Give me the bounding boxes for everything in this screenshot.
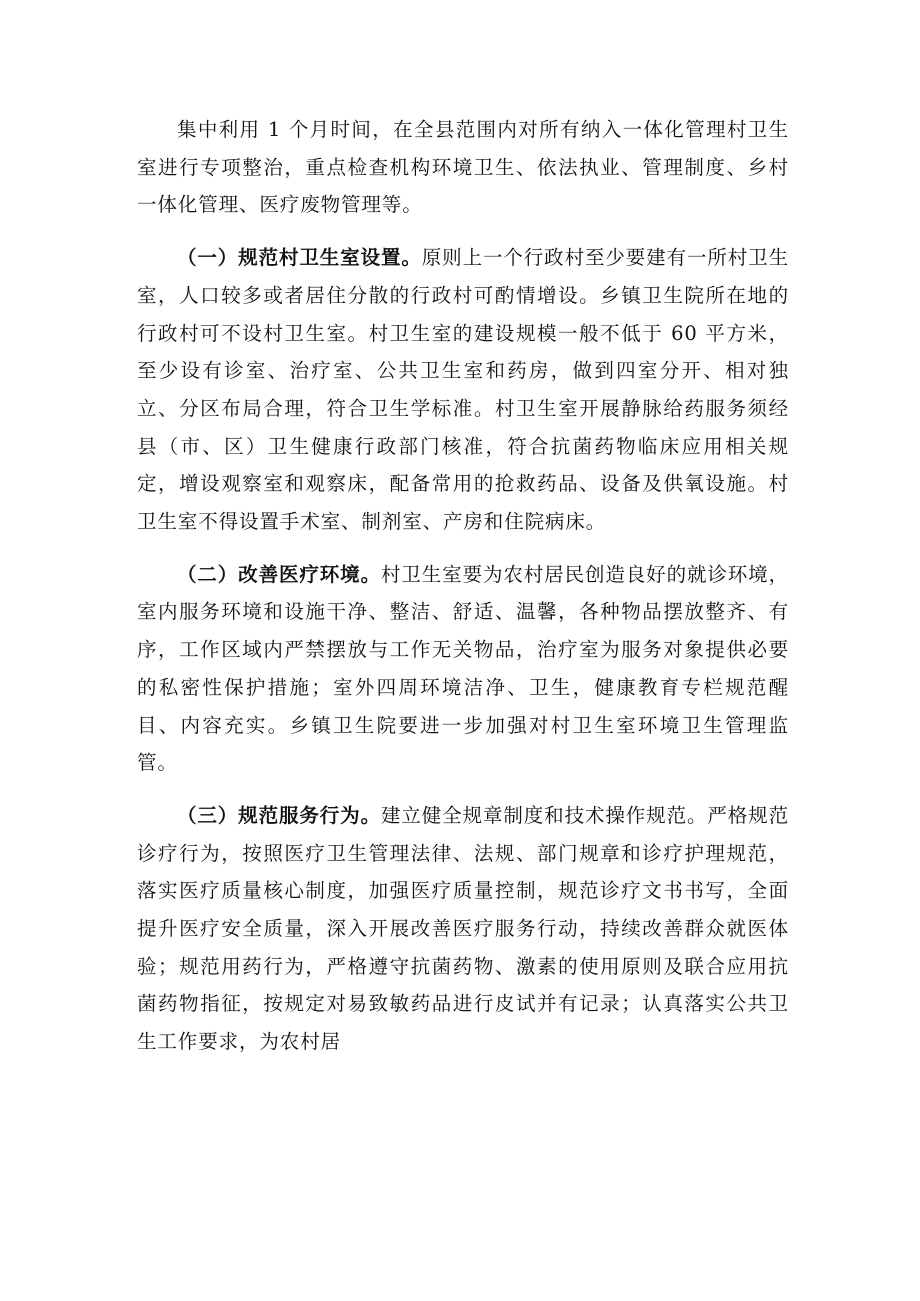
document-body	[137, 111, 789, 1061]
paragraph-lead: （三）规范服务行为。	[176, 803, 381, 827]
paragraph-text: 集中利用 1 个月时间，在全县范围内对所有纳入一体化管理村卫生室进行专项整治，重点检查机构环境卫生、依法执业、管理制度、乡村一体化管理、医疗废物管理等。	[137, 118, 789, 217]
paragraph-text: 村卫生室要为农村居民创造良好的就诊环境，室内服务环境和设施干净、整洁、舒适、温馨，各种物品摆放整齐、有序，工作区域内严禁摆放与工作无关物品，治疗室为服务对象提供必要的私密性保护措施；室外四周环境洁净、卫生，健康教育专栏规范醒目、内容充实。乡镇卫生院要进一步加强对村卫生室环境卫生管理监管。	[137, 562, 789, 775]
paragraph-clinic-setup	[137, 239, 789, 541]
paragraph-lead: （二）改善医疗环境。	[176, 562, 381, 586]
paragraph-lead: （一）规范村卫生室设置。	[176, 246, 422, 270]
paragraph-environment	[137, 556, 789, 782]
paragraph-text: 原则上一个行政村至少要建有一所村卫生室，人口较多或者居住分散的行政村可酌情增设。乡镇卫生院所在地的行政村可不设村卫生室。村卫生室的建设规模一般不低于 60 平方米，至少设有诊室、治疗室、公共卫生室和药房，做到四室分开、相对独立、分区布局合理，符合卫生学标准。村卫生室开展静脉给药服务须经县（市、区）卫生健康行政部门核准，符合抗菌药物临床应用相关规定，增设观察室和观察床，配备常用的抢救药品、设备及供氧设施。村卫生室不得设置手术室、制剂室、产房和住院病床。	[137, 246, 789, 534]
paragraph-service-conduct	[137, 797, 789, 1061]
paragraph-text: 建立健全规章制度和技术操作规范。严格规范诊疗行为，按照医疗卫生管理法律、法规、部门规章和诊疗护理规范，落实医疗质量核心制度，加强医疗质量控制，规范诊疗文书书写，全面提升医疗安全质量，深入开展改善医疗服务行动，持续改善群众就医体验；规范用药行为，严格遵守抗菌药物、激素的使用原则及联合应用抗菌药物指征，按规定对易致敏药品进行皮试并有记录；认真落实公共卫生工作要求，为农村居	[137, 803, 789, 1054]
paragraph-intro	[137, 111, 789, 224]
